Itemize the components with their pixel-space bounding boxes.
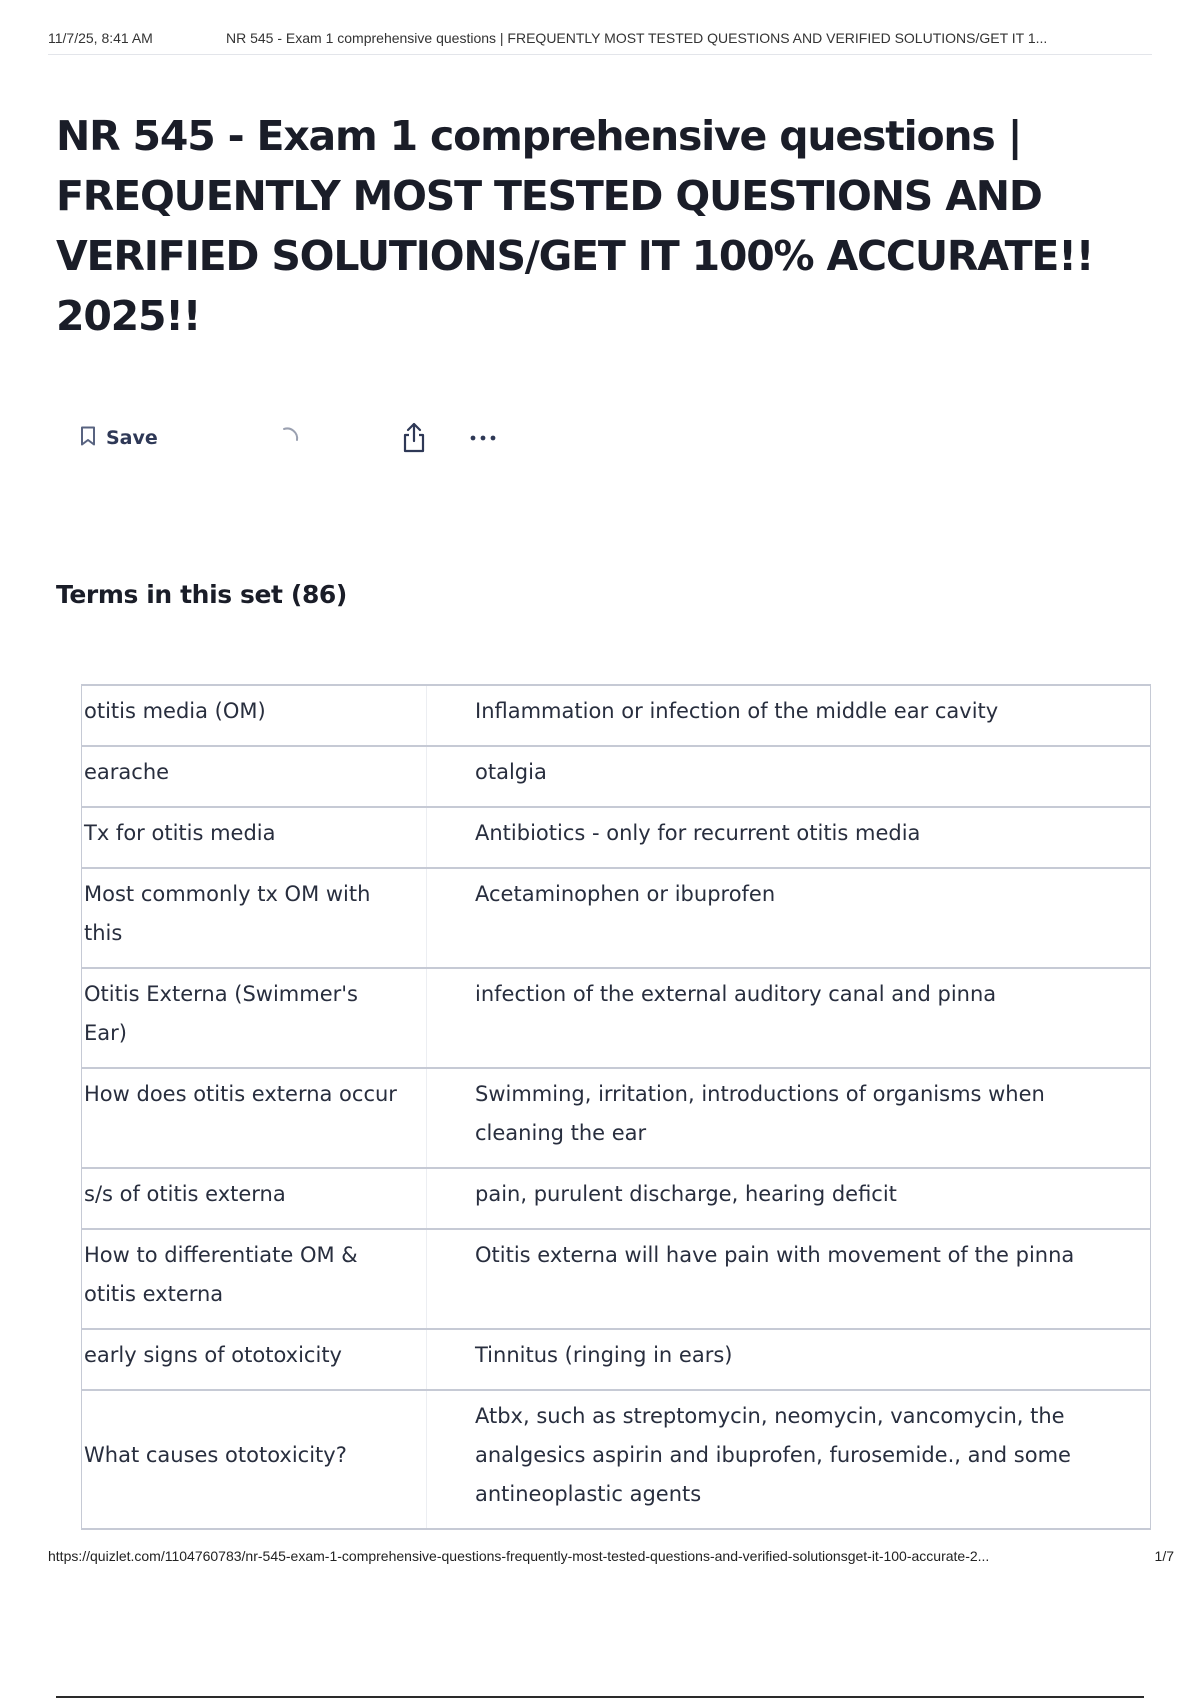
term-text: How to differentiate OM & otitis externa — [82, 1229, 427, 1329]
term-row — [82, 1068, 1151, 1168]
definition-text: Tinnitus (ringing in ears) — [427, 1329, 1151, 1390]
definition-text: Acetaminophen or ibuprofen — [427, 868, 1151, 968]
term-row — [82, 685, 1151, 746]
save-label: Save — [106, 427, 158, 449]
print-footer — [48, 1548, 1174, 1570]
definition-text: Atbx, such as streptomycin, neomycin, vancomycin, the analgesics aspirin and ibuprofen, furosemide., and some antineoplastic agents — [427, 1390, 1151, 1529]
page-divider — [56, 1696, 1144, 1698]
save-button[interactable] — [80, 418, 158, 458]
definition-text: Swimming, irritation, introductions of organisms when cleaning the ear — [427, 1068, 1151, 1168]
term-text: Most commonly tx OM with this — [82, 868, 427, 968]
definition-text: Inflammation or infection of the middle ear cavity — [427, 685, 1151, 746]
print-date: 11/7/25, 8:41 AM — [48, 30, 153, 46]
print-header — [48, 28, 1152, 55]
term-row — [82, 868, 1151, 968]
terms-table — [81, 684, 1151, 1530]
term-text: What causes ototoxicity? — [82, 1390, 427, 1529]
term-text: early signs of ototoxicity — [82, 1329, 427, 1390]
term-row — [82, 1329, 1151, 1390]
term-row — [82, 746, 1151, 807]
share-button[interactable] — [396, 420, 432, 456]
term-row — [82, 968, 1151, 1068]
term-text: Otitis Externa (Swimmer's Ear) — [82, 968, 427, 1068]
loading-spinner-icon — [274, 424, 302, 452]
print-doc-title: NR 545 - Exam 1 comprehensive questions | FREQUENTLY MOST TESTED QUESTIONS AND VERIFIED SOLUTIONS/GET IT 1... — [226, 30, 1048, 46]
term-row — [82, 807, 1151, 868]
definition-text: otalgia — [427, 746, 1151, 807]
terms-count-heading: Terms in this set (86) — [56, 580, 347, 609]
page-url: https://quizlet.com/1104760783/nr-545-exam-1-comprehensive-questions-frequently-most-tested-questions-and-verified-solutionsget-it-100-accurate-2... — [48, 1548, 990, 1564]
term-row — [82, 1390, 1151, 1529]
definition-text: Otitis externa will have pain with movement of the pinna — [427, 1229, 1151, 1329]
more-options-icon — [464, 420, 504, 456]
definition-text: infection of the external auditory canal and pinna — [427, 968, 1151, 1068]
more-options-button[interactable] — [464, 420, 504, 456]
term-text: Tx for otitis media — [82, 807, 427, 868]
term-text: earache — [82, 746, 427, 807]
term-text: How does otitis externa occur — [82, 1068, 427, 1168]
definition-text: pain, purulent discharge, hearing deficit — [427, 1168, 1151, 1229]
page-number: 1/7 — [1154, 1548, 1174, 1564]
definition-text: Antibiotics - only for recurrent otitis media — [427, 807, 1151, 868]
term-row — [82, 1229, 1151, 1329]
term-text: s/s of otitis externa — [82, 1168, 427, 1229]
share-icon — [396, 420, 432, 456]
term-row — [82, 1168, 1151, 1229]
bookmark-icon — [80, 426, 96, 451]
term-text: otitis media (OM) — [82, 685, 427, 746]
action-bar — [80, 418, 520, 458]
page-title: NR 545 - Exam 1 comprehensive questions | FREQUENTLY MOST TESTED QUESTIONS AND VERIFIED SOLUTIONS/GET IT 100% ACCURATE!! 2025!! — [56, 112, 1094, 340]
